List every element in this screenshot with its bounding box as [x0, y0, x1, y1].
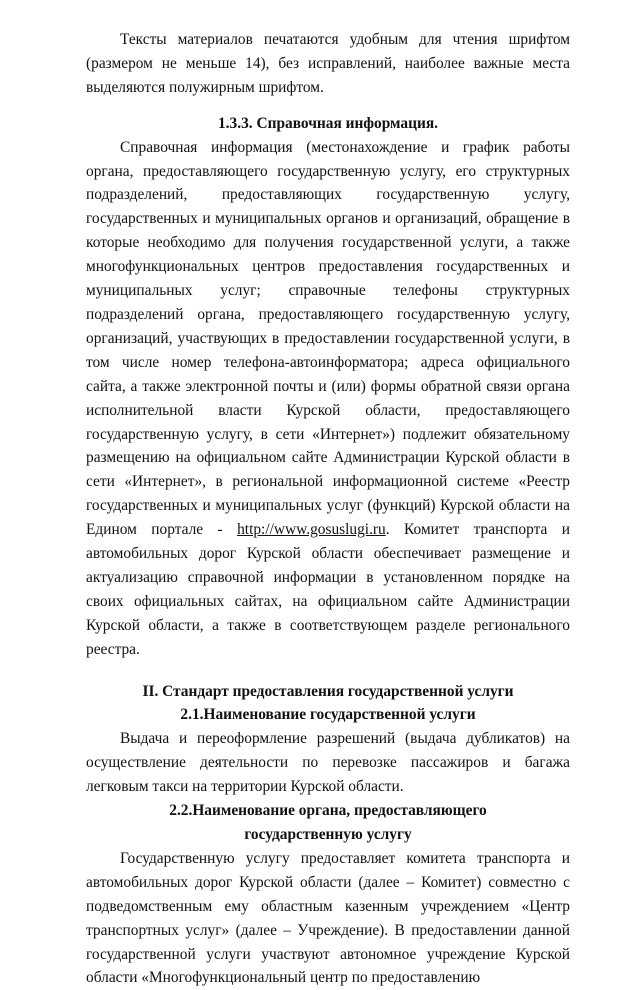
section-2-2-heading-line1: 2.2.Наименование органа, предоставляющего	[169, 802, 487, 820]
section-1-3-3-paragraph	[86, 136, 570, 662]
section-1-3-3-heading: 1.3.3. Справочная информация.	[217, 114, 439, 132]
section-2-2-paragraph: Государственную услугу предоставляет комитета транспорта и автомобильных дорог Курской области (далее – Комитет) совместно с подведомственным ему областным казенным учреждением «Центр транспортных услуг» (далее – Учреждение). В предоставлении данной государственной услуги участвуют автономное учреждение Курской области «Многофункциональный центр по предоставлению	[86, 849, 570, 987]
intro-paragraph: Тексты материалов печатаются удобным для чтения шрифтом (размером не меньше 14), без исправлений, наиболее важные места выделяются полужирным шрифтом.	[86, 31, 570, 96]
spacer	[86, 100, 570, 112]
section-2-1-paragraph: Выдача и переоформление разрешений (выдача дубликатов) на осуществление деятельности по перевозке пассажиров и багажа легковым такси на территории Курской области.	[86, 730, 570, 796]
section-1-3-3-text-after-link: . Комитет транспорта и автомобильных дорог Курской области обеспечивает размещение и актуализацию справочной информации в установленном порядке на своих официальных сайтах, на официальном сайте Администрации Курской области, а также в соответствующем разделе регионального реестра.	[86, 521, 570, 658]
section-2-1-heading: 2.1.Наименование государственной услуги	[180, 706, 476, 724]
section-2-heading: II. Стандарт предоставления государственной услуги	[142, 682, 514, 700]
section-1-3-3-text-before-link: Справочная информация (местонахождение и график работы органа, предоставляющего государственную услугу, его структурных подразделений, предоставляющих государственную услугу, государственных и муниципальных органов и организаций, обращение в которые необходимо для получения государственной услуги, а также многофункциональных центров предоставления государственных и муниципальных услуг; справочные телефоны структурных подразделений органа, предоставляющего государственную услугу, организаций, участвующих в предоставлении государственной услуги, в том числе номер телефона-автоинформатора; адреса официального сайта, а также электронной почты и (или) формы обратной связи органа исполнительной власти Курской области, предоставляющего государственную услугу, в сети «Интернет») подлежит обязательному размещению на официальном сайте Администрации Курской области в сети «Интернет», в региональной информационной системе «Реестр государственных и муниципальных услуг (функций) Курской области на Едином портале -	[86, 138, 570, 539]
spacer	[86, 662, 570, 680]
gosuslugi-link[interactable]: http://www.gosuslugi.ru	[237, 521, 386, 539]
section-2-2-heading-line2: государственную услугу	[244, 826, 412, 843]
